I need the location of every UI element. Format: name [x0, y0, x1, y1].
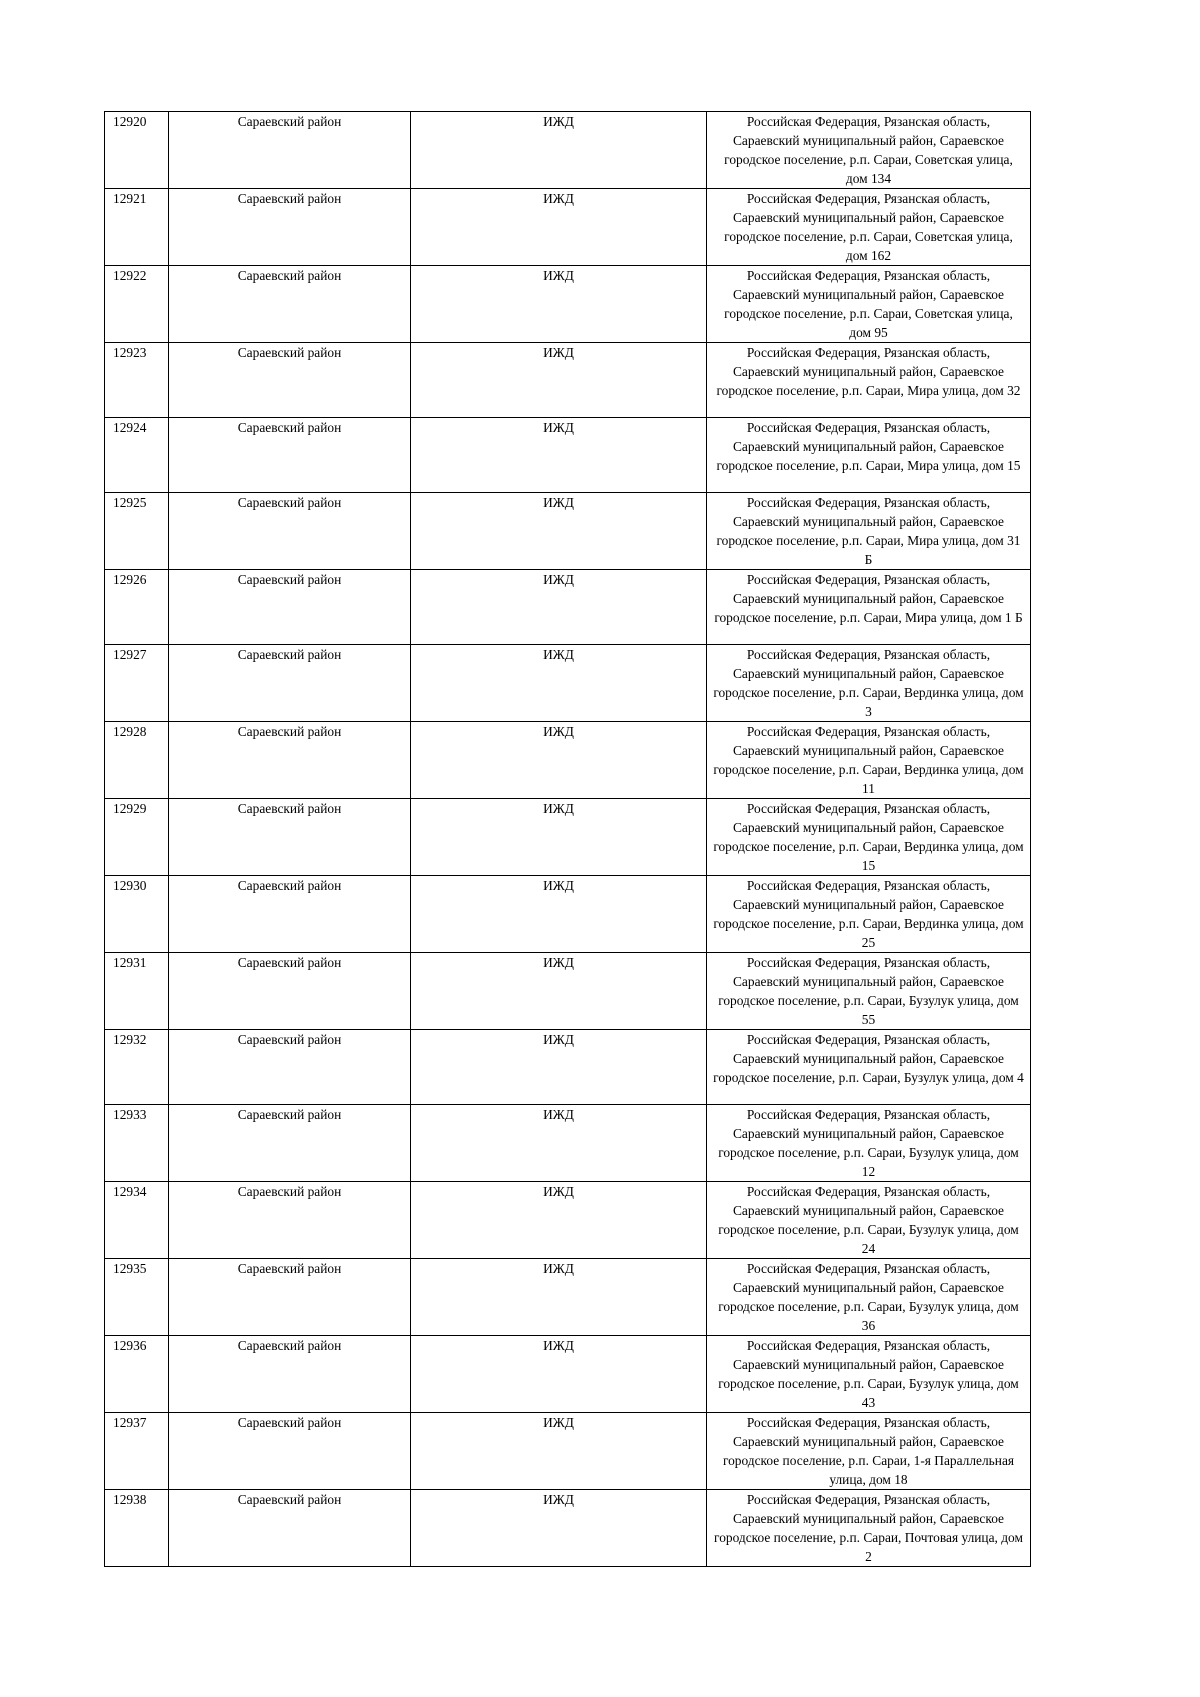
address-cell: Российская Федерация, Рязанская область, Сараевский муниципальный район, Сараевское городское поселение, р.п. Сараи, Мира улица, дом 31 Б	[707, 493, 1031, 570]
record-number: 12934	[105, 1182, 169, 1259]
district-cell: Сараевский район	[169, 493, 411, 570]
address-cell: Российская Федерация, Рязанская область, Сараевский муниципальный район, Сараевское городское поселение, р.п. Сараи, Вердинка улица, дом 25	[707, 876, 1031, 953]
table-row	[105, 570, 1031, 645]
table-row	[105, 722, 1031, 799]
housing-type-cell: ИЖД	[411, 1182, 707, 1259]
address-cell: Российская Федерация, Рязанская область, Сараевский муниципальный район, Сараевское городское поселение, р.п. Сараи, Вердинка улица, дом 11	[707, 722, 1031, 799]
table-row	[105, 1490, 1031, 1567]
table-row	[105, 953, 1031, 1030]
record-number: 12935	[105, 1259, 169, 1336]
record-number: 12937	[105, 1413, 169, 1490]
record-number: 12928	[105, 722, 169, 799]
address-cell: Российская Федерация, Рязанская область, Сараевский муниципальный район, Сараевское городское поселение, р.п. Сараи, Мира улица, дом 32	[707, 343, 1031, 418]
housing-type-cell: ИЖД	[411, 1105, 707, 1182]
district-cell: Сараевский район	[169, 645, 411, 722]
table-row	[105, 418, 1031, 493]
housing-type-cell: ИЖД	[411, 418, 707, 493]
district-cell: Сараевский район	[169, 1413, 411, 1490]
district-cell: Сараевский район	[169, 1030, 411, 1105]
table-row	[105, 343, 1031, 418]
housing-type-cell: ИЖД	[411, 953, 707, 1030]
record-number: 12936	[105, 1336, 169, 1413]
address-cell: Российская Федерация, Рязанская область, Сараевский муниципальный район, Сараевское городское поселение, р.п. Сараи, Бузулук улица, дом 43	[707, 1336, 1031, 1413]
record-number: 12921	[105, 189, 169, 266]
housing-type-cell: ИЖД	[411, 799, 707, 876]
district-cell: Сараевский район	[169, 722, 411, 799]
record-number: 12922	[105, 266, 169, 343]
housing-type-cell: ИЖД	[411, 189, 707, 266]
table-row	[105, 493, 1031, 570]
record-number: 12924	[105, 418, 169, 493]
registry-table	[104, 111, 1031, 1567]
district-cell: Сараевский район	[169, 1105, 411, 1182]
address-cell: Российская Федерация, Рязанская область, Сараевский муниципальный район, Сараевское городское поселение, р.п. Сараи, Бузулук улица, дом 12	[707, 1105, 1031, 1182]
housing-type-cell: ИЖД	[411, 112, 707, 189]
record-number: 12933	[105, 1105, 169, 1182]
record-number: 12926	[105, 570, 169, 645]
record-number: 12923	[105, 343, 169, 418]
district-cell: Сараевский район	[169, 1182, 411, 1259]
district-cell: Сараевский район	[169, 266, 411, 343]
housing-type-cell: ИЖД	[411, 1030, 707, 1105]
district-cell: Сараевский район	[169, 953, 411, 1030]
housing-type-cell: ИЖД	[411, 1490, 707, 1567]
housing-type-cell: ИЖД	[411, 343, 707, 418]
table-row	[105, 1105, 1031, 1182]
address-cell: Российская Федерация, Рязанская область, Сараевский муниципальный район, Сараевское городское поселение, р.п. Сараи, Советская улица, дом 134	[707, 112, 1031, 189]
address-cell: Российская Федерация, Рязанская область, Сараевский муниципальный район, Сараевское городское поселение, р.п. Сараи, Бузулук улица, дом 36	[707, 1259, 1031, 1336]
address-cell: Российская Федерация, Рязанская область, Сараевский муниципальный район, Сараевское городское поселение, р.п. Сараи, 1-я Параллельная улица, дом 18	[707, 1413, 1031, 1490]
record-number: 12938	[105, 1490, 169, 1567]
table-row	[105, 799, 1031, 876]
address-cell: Российская Федерация, Рязанская область, Сараевский муниципальный район, Сараевское городское поселение, р.п. Сараи, Бузулук улица, дом 55	[707, 953, 1031, 1030]
table-row	[105, 1336, 1031, 1413]
district-cell: Сараевский район	[169, 343, 411, 418]
district-cell: Сараевский район	[169, 876, 411, 953]
table-row	[105, 266, 1031, 343]
address-cell: Российская Федерация, Рязанская область, Сараевский муниципальный район, Сараевское городское поселение, р.п. Сараи, Почтовая улица, дом 2	[707, 1490, 1031, 1567]
record-number: 12932	[105, 1030, 169, 1105]
record-number: 12925	[105, 493, 169, 570]
record-number: 12920	[105, 112, 169, 189]
district-cell: Сараевский район	[169, 799, 411, 876]
housing-type-cell: ИЖД	[411, 645, 707, 722]
housing-type-cell: ИЖД	[411, 570, 707, 645]
district-cell: Сараевский район	[169, 1490, 411, 1567]
table-row	[105, 189, 1031, 266]
address-cell: Российская Федерация, Рязанская область, Сараевский муниципальный район, Сараевское городское поселение, р.п. Сараи, Мира улица, дом 1 Б	[707, 570, 1031, 645]
table-row	[105, 1182, 1031, 1259]
housing-type-cell: ИЖД	[411, 876, 707, 953]
housing-type-cell: ИЖД	[411, 1336, 707, 1413]
address-cell: Российская Федерация, Рязанская область, Сараевский муниципальный район, Сараевское городское поселение, р.п. Сараи, Вердинка улица, дом 15	[707, 799, 1031, 876]
district-cell: Сараевский район	[169, 189, 411, 266]
table-row	[105, 645, 1031, 722]
table-row	[105, 112, 1031, 189]
table-row	[105, 876, 1031, 953]
district-cell: Сараевский район	[169, 112, 411, 189]
table-row	[105, 1413, 1031, 1490]
record-number: 12931	[105, 953, 169, 1030]
address-cell: Российская Федерация, Рязанская область, Сараевский муниципальный район, Сараевское городское поселение, р.п. Сараи, Бузулук улица, дом 4	[707, 1030, 1031, 1105]
table-row	[105, 1030, 1031, 1105]
housing-type-cell: ИЖД	[411, 1259, 707, 1336]
address-cell: Российская Федерация, Рязанская область, Сараевский муниципальный район, Сараевское городское поселение, р.п. Сараи, Советская улица, дом 95	[707, 266, 1031, 343]
table-row	[105, 1259, 1031, 1336]
record-number: 12929	[105, 799, 169, 876]
district-cell: Сараевский район	[169, 570, 411, 645]
housing-type-cell: ИЖД	[411, 266, 707, 343]
address-cell: Российская Федерация, Рязанская область, Сараевский муниципальный район, Сараевское городское поселение, р.п. Сараи, Вердинка улица, дом 3	[707, 645, 1031, 722]
record-number: 12927	[105, 645, 169, 722]
address-cell: Российская Федерация, Рязанская область, Сараевский муниципальный район, Сараевское городское поселение, р.п. Сараи, Советская улица, дом 162	[707, 189, 1031, 266]
housing-type-cell: ИЖД	[411, 493, 707, 570]
district-cell: Сараевский район	[169, 418, 411, 493]
district-cell: Сараевский район	[169, 1259, 411, 1336]
record-number: 12930	[105, 876, 169, 953]
district-cell: Сараевский район	[169, 1336, 411, 1413]
housing-type-cell: ИЖД	[411, 1413, 707, 1490]
address-cell: Российская Федерация, Рязанская область, Сараевский муниципальный район, Сараевское городское поселение, р.п. Сараи, Бузулук улица, дом 24	[707, 1182, 1031, 1259]
registry-body	[105, 112, 1031, 1567]
housing-type-cell: ИЖД	[411, 722, 707, 799]
address-cell: Российская Федерация, Рязанская область, Сараевский муниципальный район, Сараевское городское поселение, р.п. Сараи, Мира улица, дом 15	[707, 418, 1031, 493]
